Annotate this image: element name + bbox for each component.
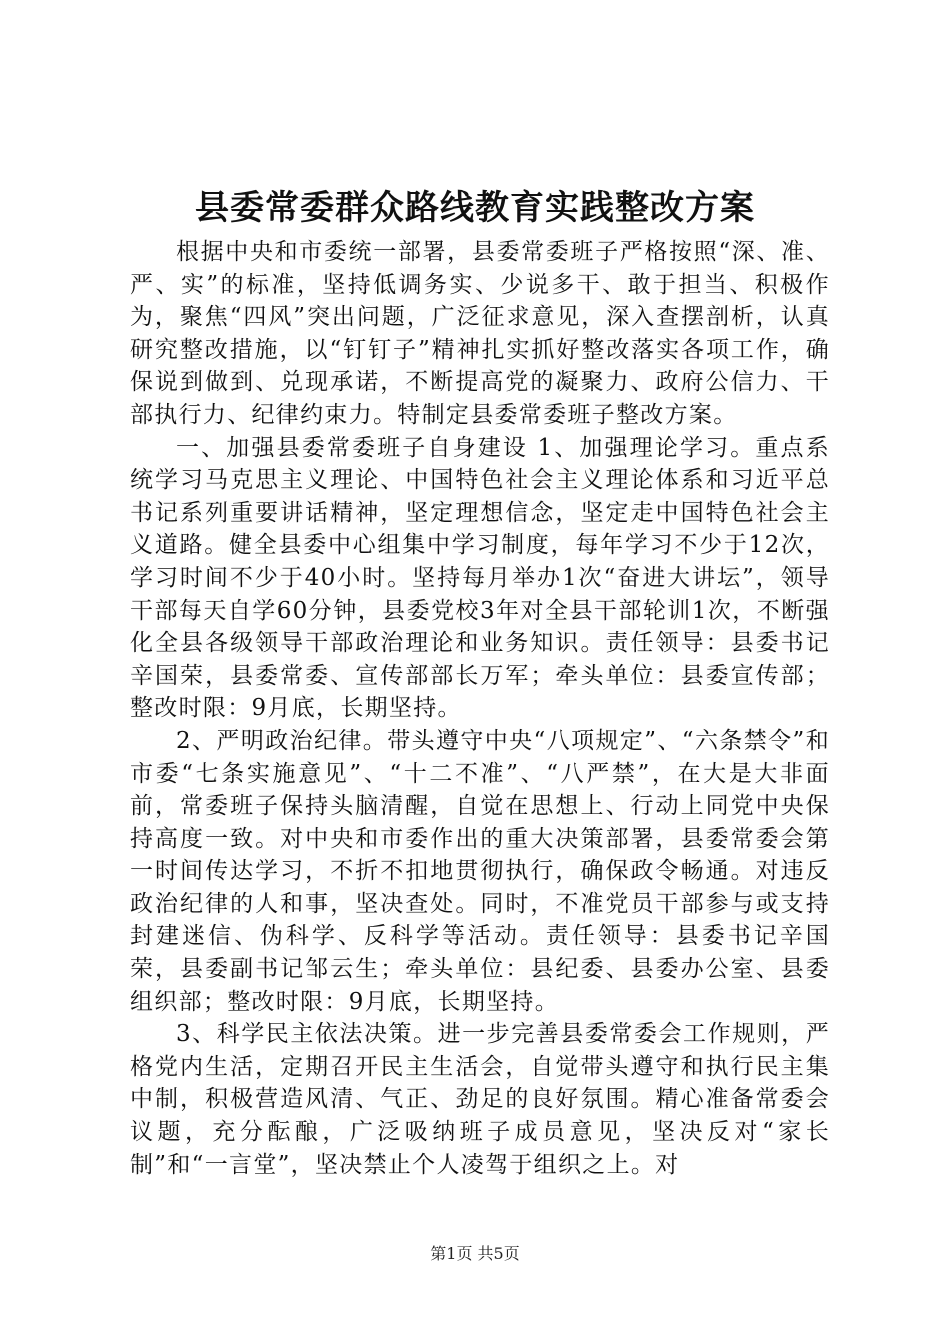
- democratic-decision-paragraph: 3、科学民主依法决策。进一步完善县委常委会工作规则，严格党内生活，定期召开民主生活会，自觉带头遵守和执行民主集中制，积极营造风清、气正、劲足的良好氛围。精心准备常委会议题，充分酝酿，广泛吸纳班子成员意见，坚决反对“家长制”和“一言堂”，坚决禁止个人凌驾于组织之上。对: [130, 1021, 830, 1178]
- political-discipline-paragraph: 2、严明政治纪律。带头遵守中央“八项规定”、“六条禁令”和市委“七条实施意见”、“十二不准”、“八严禁”，在大是大非面前，常委班子保持头脑清醒，自觉在思想上、行动上同党中央保持高度一致。对中央和市委作出的重大决策部署，县委常委会第一时间传达学习，不折不扣地贯彻执行，确保政令畅通。对违反政治纪律的人和事，坚决查处。同时，不准党员干部参与或支持封建迷信、伪科学、反科学等活动。责任领导：县委书记辛国荣，县委副书记邹云生；牵头单位：县纪委、县委办公室、县委组织部；整改时限：9月底，长期坚持。: [130, 727, 830, 1015]
- document-title: 县委常委群众路线教育实践整改方案: [195, 188, 755, 228]
- section-one-paragraph: 一、加强县委常委班子自身建设 1、加强理论学习。重点系统学习马克思主义理论、中国特色社会主义理论体系和习近平总书记系列重要讲话精神，坚定理想信念，坚定走中国特色社会主义道路。健全县委中心组集中学习制度，每年学习不少于12次，学习时间不少于40小时。坚持每月举办1次“奋进大讲坛”，领导干部每天自学60分钟，县委党校3年对全县干部轮训1次，不断强化全县各级领导干部政治理论和业务知识。责任领导：县委书记辛国荣，县委常委、宣传部部长万军；牵头单位：县委宣传部；整改时限：9月底，长期坚持。: [130, 434, 830, 722]
- page-number-footer: 第1页 共5页: [430, 1244, 520, 1263]
- intro-paragraph: 根据中央和市委统一部署，县委常委班子严格按照“深、准、严、实”的标准，坚持低调务实、少说多干、敢于担当、积极作为，聚焦“四风”突出问题，广泛征求意见，深入查摆剖析，认真研究整改措施，以“钉钉子”精神扎实抓好整改落实各项工作，确保说到做到、兑现承诺，不断提高党的凝聚力、政府公信力、干部执行力、纪律约束力。特制定县委常委班子整改方案。: [130, 239, 830, 428]
- document-body: [130, 236, 830, 1181]
